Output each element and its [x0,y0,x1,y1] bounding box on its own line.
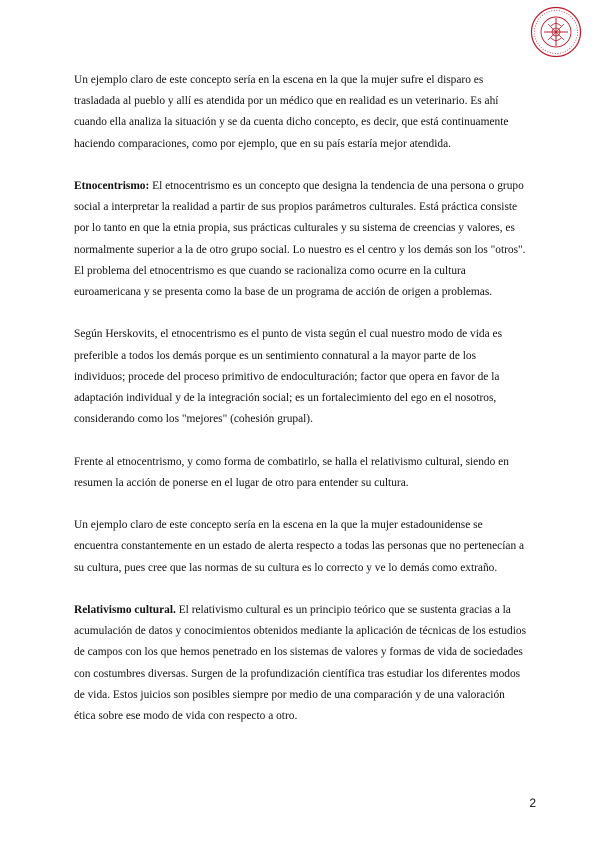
paragraph-gap [74,579,528,600]
paragraph-gap [74,430,528,451]
paragraph-example-veterinario: Un ejemplo claro de este concepto sería en la escena en la que la mujer sufre el disparo es trasladada al pueblo y allí es atendida por un médico que en realidad es un veterinario. Es ahí cuando ella analiza la situación y se da cuenta dicho concepto, es decir, que está continuamente haciendo comparaciones, como por ejemplo, que en su país estaría mejor atendida. [74,74,509,150]
paragraph-herskovits: Según Herskovits, el etnocentrismo es el punto de vista según el cual nuestro modo de vida es preferible a todos los demás porque es un sentimiento connatural a la mayor parte de los individuos; procede del proceso primitivo de endoculturación; factor que opera en favor de la adaptación individual y de la integración social; es un fortalecimiento del ego en el nosotros, considerando como los "mejores" (cohesión grupal). [74,328,503,426]
paragraph-gap [74,303,528,324]
definition-text: El relativismo cultural es un principio teórico que se sustenta gracias a la acumulación de datos y conocimientos obtenidos mediante la aplicación de técnicas de los estudios de campos con los que hemos penetrado en los sistemas de valores y formas de vida de sociedades con costumbres diversas. Surgen de la profundización científica tras estudiar los diferentes modos de vida. Estos juicios son posibles siempre por medio de una comparación y de una valoración ética sobre ese modo de vida con respecto a otro. [74,604,527,723]
paragraph-etnocentrismo-problem: El problema del etnocentrismo es que cuando se racionaliza como ocurre en la cultura euroamericana y se presenta como la base de un programa de acción de origen a problemas. [74,264,493,299]
paragraph-relativismo-definition [74,600,528,727]
paragraph-gap [74,155,528,176]
page-number: 2 [529,796,536,810]
definition-text: El etnocentrismo es un concepto que designa la tendencia de una persona o grupo social a interpretar la realidad a partir de sus propios parámetros culturales. Está práctica consiste por lo tanto en que la etnia propia, sus prácticas culturales y su sistema de creencias y valores, es normalmente superior a la de otro grupo social. Lo nuestro es el centro y los demás son los "otros". [74,180,526,256]
document-body [74,70,528,727]
term-etnocentrismo: Etnocentrismo: [74,180,150,192]
paragraph-example-estadounidense: Un ejemplo claro de este concepto sería en la escena en la que la mujer estadounidense se encuentra constantemente en un estado de alerta respecto a todas las personas que no pertenecían a su cultura, pues cree que las normas de su cultura es lo correcto y ve lo demás como extraño. [74,519,525,574]
term-relativismo-cultural: Relativismo cultural. [74,604,176,616]
paragraph-etnocentrismo-definition [74,176,528,261]
university-seal-logo [530,6,582,58]
paragraph-frente-etnocentrismo: Frente al etnocentrismo, y como forma de combatirlo, se halla el relativismo cultural, siendo en resumen la acción de ponerse en el lugar de otro para entender su cultura. [74,455,509,489]
paragraph-gap [74,494,528,515]
